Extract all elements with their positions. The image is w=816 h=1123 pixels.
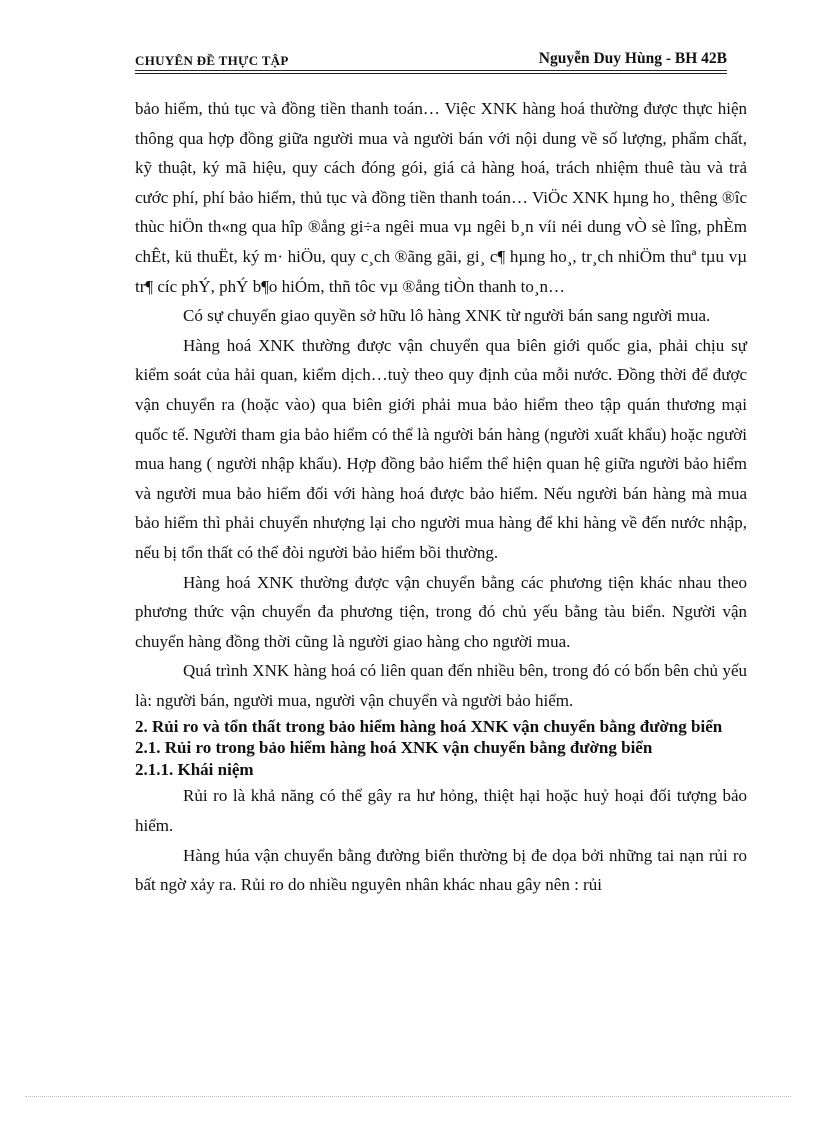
paragraph-sea-risks: Hàng húa vận chuyển bằng đường biển thường bị đe dọa bởi những tai nạn rủi ro bất ngờ xảy ra. Rủi ro do nhiều nguyên nhân khác nhau gây nên : rủi (135, 845, 747, 895)
header-author: Nguyễn Duy Hùng - BH 42B (538, 50, 727, 67)
header-rule (135, 70, 727, 71)
paragraph-continuation: bảo hiểm, thủ tục và đồng tiền thanh toán… Việc XNK hàng hoá thường được thực hiện thông qua hợp đồng giữa người mua và người bán với nội dung về số lượng, phẩm chất, kỹ thuật, ký mã hiệu, quy cách đóng gói, giá cả hàng hoá, trách nhiệm thuê tàu và trả cước phí, phí bảo hiểm, thủ tục và đồng tiền thanh toán… ViÖc XNK hµng ho¸ thêng ®îc thùc hiÖn th«ng qua hîp ®ång gi÷a ngêi mua vµ ngêi b¸n víi néi dung vÒ sè lîng, phÈm chÊt, kü thuËt, ký m· hiÖu, quy c¸ch ®ãng gãi, gi¸ c¶ hµng ho¸, tr¸ch nhiÖm thuª tµu vµ tr¶ cíc phÝ, phÝ b¶o hiÓm, thñ tôc vµ ®ång tiÒn thanh to¸n… (135, 99, 747, 296)
paragraph-risk-definition: Rủi ro là khả năng có thể gây ra hư hỏng, thiệt hại hoặc huỷ hoại đối tượng bảo hiểm. (135, 786, 747, 836)
document-body (135, 94, 747, 900)
paragraph-parties: Quá trình XNK hàng hoá có liên quan đến nhiều bên, trong đó có bốn bên chủ yếu là: người bán, người mua, người vận chuyển và người bảo hiểm. (135, 661, 747, 710)
section-heading: 2. Rủi ro và tổn thất trong bảo hiểm hàng hoá XNK vận chuyển bằng đường biển (135, 717, 723, 737)
subsubsection-heading: 2.1.1. Khái niệm (135, 760, 254, 780)
page-header (135, 50, 727, 72)
header-document-type: CHUYÊN ĐỀ THỰC TẬP (135, 53, 289, 68)
paragraph-transport-modes: Hàng hoá XNK thường được vận chuyển bằng các phương tiện khác nhau theo phương thức vận chuyển đa phương tiện, trong đó chủ yếu bằng tàu biển. Người vận chuyển hàng đồng thời cũng là người giao hàng cho người mua. (135, 572, 747, 651)
subsection-heading: 2.1. Rủi ro trong bảo hiểm hàng hoá XNK vận chuyển bằng đường biển (135, 738, 653, 758)
paragraph-border-transport: Hàng hoá XNK thường được vận chuyển qua biên giới quốc gia, phải chịu sự kiểm soát của hải quan, kiểm dịch…tuỳ theo quy định của mỗi nước. Đồng thời để được vận chuyển ra (hoặc vào) qua biên giới phải mua bảo hiểm theo tập quán thương mại quốc tế. Người tham gia bảo hiểm có thể là người bán hàng (người xuất khẩu) hoặc người mua hang ( người nhập khẩu). Hợp đồng bảo hiểm thể hiện quan hệ giữa người bảo hiểm và người mua bảo hiểm đối với hàng hoá được bảo hiểm. Nếu người bán hàng mà mua bảo hiểm thì phải chuyển nhượng lại cho người mua hàng để khi hàng về đến nước nhập, nếu bị tổn thất có thể đòi người bảo hiểm bồi thường. (135, 335, 747, 562)
paragraph-ownership-transfer: Có sự chuyển giao quyền sở hữu lô hàng XNK từ người bán sang người mua. (183, 306, 711, 326)
header-rule-double (135, 73, 727, 74)
page-bottom-rule (25, 1096, 791, 1097)
